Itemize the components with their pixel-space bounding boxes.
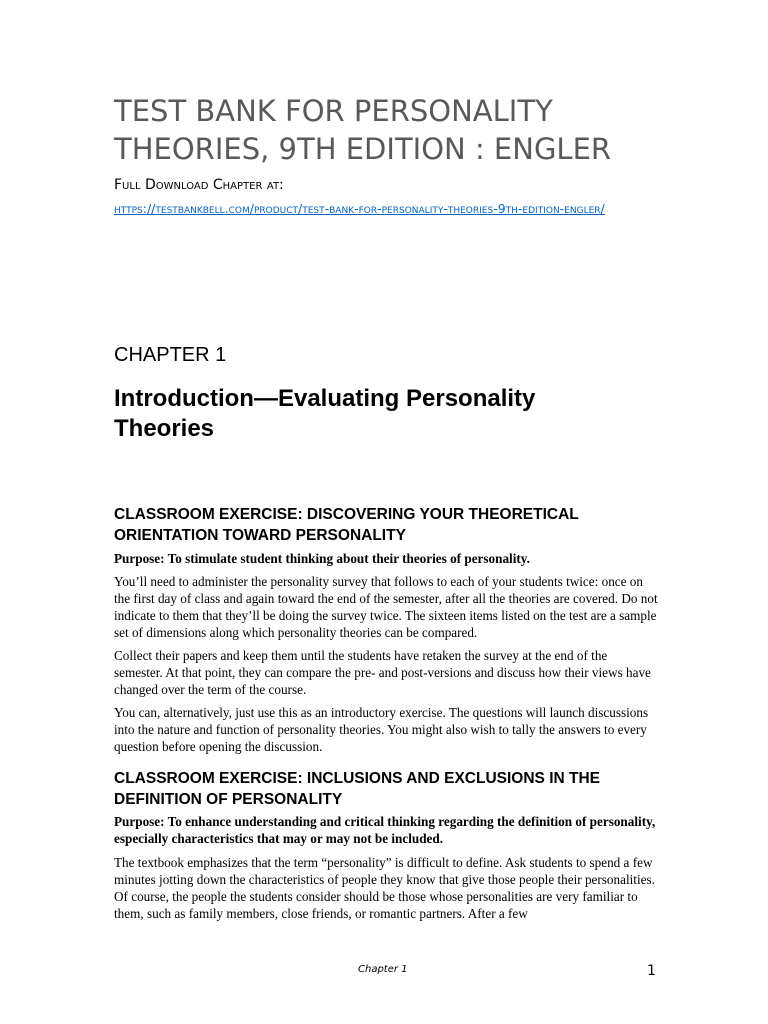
section-heading: CLASSROOM EXERCISE: DISCOVERING YOUR THEORETICAL ORIENTATION TOWARD PERSONALITY (114, 506, 579, 544)
download-link[interactable]: https://testbankbell.com/product/test-bank-for-personality-theories-9th-edition-engler/ (114, 201, 605, 216)
chapter-label: CHAPTER 1 (114, 344, 227, 366)
section-paragraph: You can, alternatively, just use this as an introductory exercise. The questions will launch discussions into the nature and function of personality theories. You might also wish to tally the answers to every question before opening the discussion. (114, 705, 649, 754)
section-purpose: Purpose: To stimulate student thinking about their theories of personality. (114, 551, 530, 566)
document-title: TEST BANK FOR PERSONALITY THEORIES, 9TH EDITION : ENGLER (114, 94, 612, 166)
footer-page-number: 1 (647, 963, 656, 979)
section-heading: CLASSROOM EXERCISE: INCLUSIONS AND EXCLUSIONS IN THE DEFINITION OF PERSONALITY (114, 770, 600, 808)
footer-chapter-label: Chapter 1 (358, 964, 408, 975)
section-paragraph: You’ll need to administer the personality survey that follows to each of your students twice: once on the first day of class and again toward the end of the semester, after all the theories are covered. Do not indicate to them that they’ll be doing the survey twice. The sixteen items listed on the test are a sample set of dimensions along which personality theories can be compared. (114, 574, 658, 640)
chapter-title: Introduction—Evaluating Personality Theories (114, 385, 536, 442)
section-paragraph: Collect their papers and keep them until the students have retaken the survey at the end of the semester. At that point, they can compare the pre- and post-versions and discuss how their views have changed over the term of the course. (114, 648, 651, 697)
section-purpose: Purpose: To enhance understanding and critical thinking regarding the definition of personality, especially characteristics that may or may not be included. (114, 814, 656, 846)
section-paragraph: The textbook emphasizes that the term “personality” is difficult to define. Ask students to spend a few minutes jotting down the characteristics of people they know that give those people their personalities. Of course, the people the students consider should be those whose personalities are very familiar to them, such as family members, close friends, or romantic partners. After a few (114, 855, 655, 921)
download-label: Full Download Chapter at: (114, 177, 284, 193)
